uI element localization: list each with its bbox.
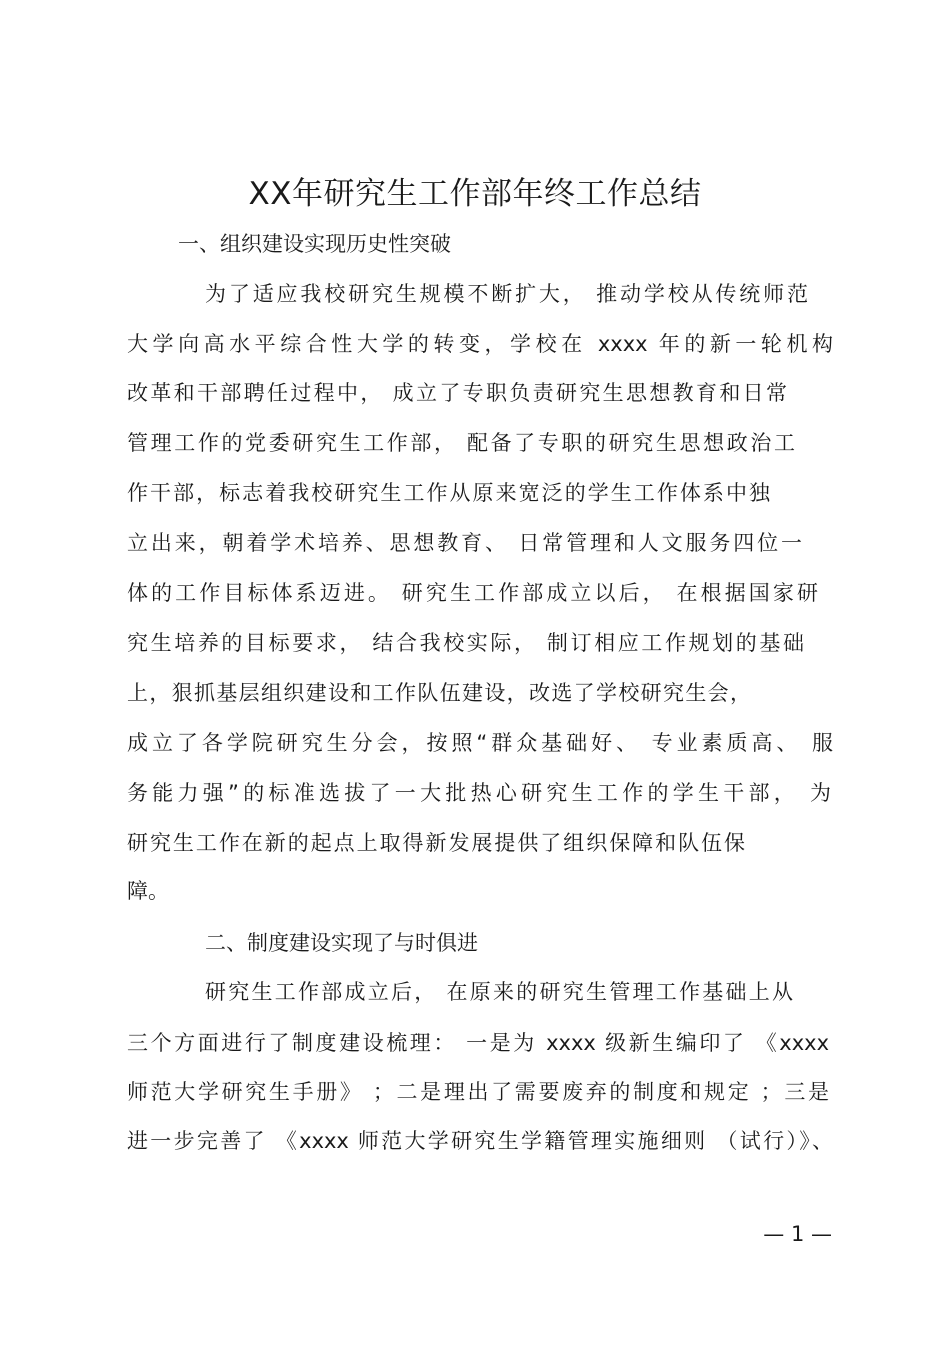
paragraph-line: 研究生工作在新的起点上取得新发展提供了组织保障和队伍保 <box>127 831 745 855</box>
paragraph-line: 大学向高水平综合性大学的转变，学校在 xxxx 年的新一轮机构 <box>127 332 833 356</box>
paragraph-line: 立出来，朝着学术培养、思想教育、 日常管理和人文服务四位一 <box>127 531 802 555</box>
paragraph-line: 成立了各学院研究生分会，按照“群众基础好、 专业素质高、 服 <box>127 731 833 755</box>
paragraph-line: 进一步完善了 《xxxx 师范大学研究生学籍管理实施细则 （试行）》、 <box>127 1129 833 1153</box>
paragraph-line: 研究生工作部成立后， 在原来的研究生管理工作基础上从 <box>205 980 793 1004</box>
paragraph-line: 管理工作的党委研究生工作部， 配备了专职的研究生思想政治工 <box>127 431 795 455</box>
paragraph-line: 作干部，标志着我校研究生工作从原来宽泛的学生工作体系中独 <box>127 481 770 505</box>
page-number: — 1 — <box>763 1222 832 1246</box>
paragraph-line: 上，狠抓基层组织建设和工作队伍建设，改选了学校研究生会， <box>127 681 751 705</box>
paragraph-line: 师范大学研究生手册》 ；二是理出了需要废弃的制度和规定 ；三是 <box>127 1080 829 1104</box>
section-heading-2: 二、制度建设实现了与时俱进 <box>205 931 478 955</box>
paragraph-line: 三个方面进行了制度建设梳理： 一是为 xxxx 级新生编印了 《xxxx <box>127 1031 829 1055</box>
document-title: XX年研究生工作部年终工作总结 <box>248 176 702 212</box>
paragraph-line: 障。 <box>127 879 169 903</box>
paragraph-line: 务能力强”的标准选拔了一大批热心研究生工作的学生干部， 为 <box>127 781 831 805</box>
paragraph-line: 究生培养的目标要求， 结合我校实际， 制订相应工作规划的基础 <box>127 631 804 655</box>
paragraph-line: 改革和干部聘任过程中， 成立了专职负责研究生思想教育和日常 <box>127 381 787 405</box>
section-heading-1: 一、组织建设实现历史性突破 <box>178 232 451 256</box>
paragraph-line: 体的工作目标体系迈进。 研究生工作部成立以后， 在根据国家研 <box>127 581 818 605</box>
paragraph-line: 为了适应我校研究生规模不断扩大， 推动学校从传统师范 <box>205 282 808 306</box>
